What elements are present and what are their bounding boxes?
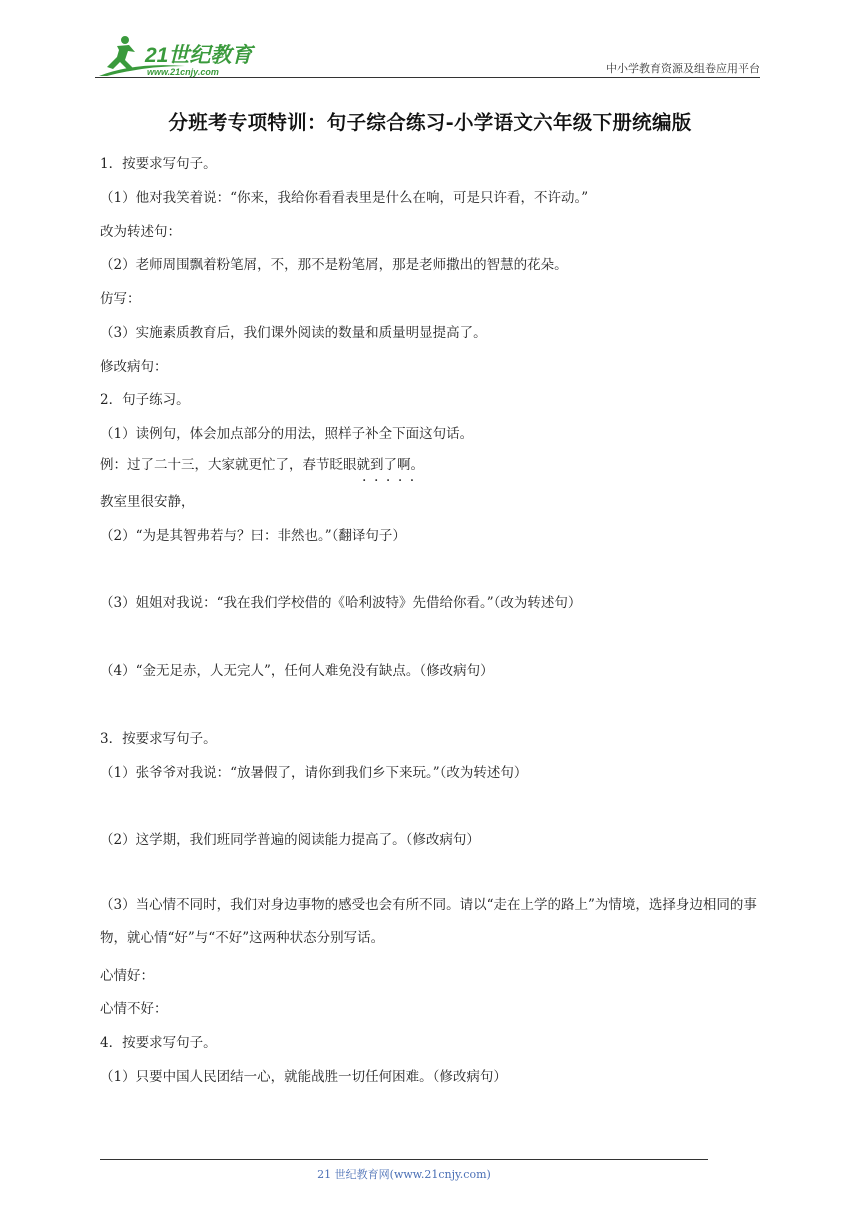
answer-label: 改为转述句： [100,224,181,240]
answer-label: 修改病句： [100,359,168,375]
answer-label-good-mood: 心情好： [100,968,154,984]
page-footer: 21 世纪教育网(www.21cnjy.com) [317,1168,491,1181]
answer-label-bad-mood: 心情不好： [100,1001,168,1017]
fill-in-sentence: 教室里很安静， [100,494,195,510]
answer-label: 仿写： [100,291,141,307]
question-2-4: （4）“金无足赤，人无完人”，任何人难免没有缺点。（修改病句） [100,663,494,679]
footer-divider [100,1159,708,1160]
question-2-1: （1）读例句，体会加点部分的用法，照样子补全下面这句话。 [100,426,474,442]
question-3-1: （1）张爷爷对我说：“放暑假了，请你到我们乡下来玩。”（改为转述句） [100,765,528,781]
question-2-3: （3）姐姐对我说：“我在我们学校借的《哈利波特》先借给你看。”（改为转述句） [100,595,582,611]
question-1-3: （3）实施素质教育后，我们课外阅读的数量和质量明显提高了。 [100,325,487,341]
header-divider [95,77,760,78]
site-logo [95,32,265,78]
question-3-3: （3）当心情不同时，我们对身边事物的感受也会有所不同。请以“走在上学的路上”为情境，选择身边相同的事物，就心情“好”与“不好”这两种状态分别写话。 [100,897,757,946]
question-2-heading: 2．句子练习。 [100,392,190,408]
question-4-1: （1）只要中国人民团结一心，就能战胜一切任何困难。（修改病句） [100,1069,507,1085]
example-sentence: 例：过了二十三，大家就更忙了，春节眨眼就到了啊。 [100,457,424,473]
site-name: 中小学教育资源及组卷应用平台 [606,62,760,75]
question-3-heading: 3．按要求写句子。 [100,731,217,747]
question-1-heading: 1．按要求写句子。 [100,156,217,172]
page-header [95,32,760,80]
logo-url-text: www.21cnjy.com [147,67,219,77]
question-3-2: （2）这学期，我们班同学普遍的阅读能力提高了。（修改病句） [100,832,480,848]
logo-main-text: 21世纪教育 [145,44,253,67]
question-4-heading: 4．按要求写句子。 [100,1035,217,1051]
question-1-1: （1）他对我笑着说：“你来，我给你看看表里是什么在响，可是只许看，不许动。” [100,190,589,206]
question-2-2: （2）“为是其智弗若与？曰：非然也。”（翻译句子） [100,528,406,544]
emphasis-dots: ····· [362,473,422,489]
question-1-2: （2）老师周围飘着粉笔屑，不，那不是粉笔屑，那是老师撒出的智慧的花朵。 [100,257,568,273]
document-title: 分班考专项特训：句子综合练习-小学语文六年级下册统编版 [168,111,692,134]
